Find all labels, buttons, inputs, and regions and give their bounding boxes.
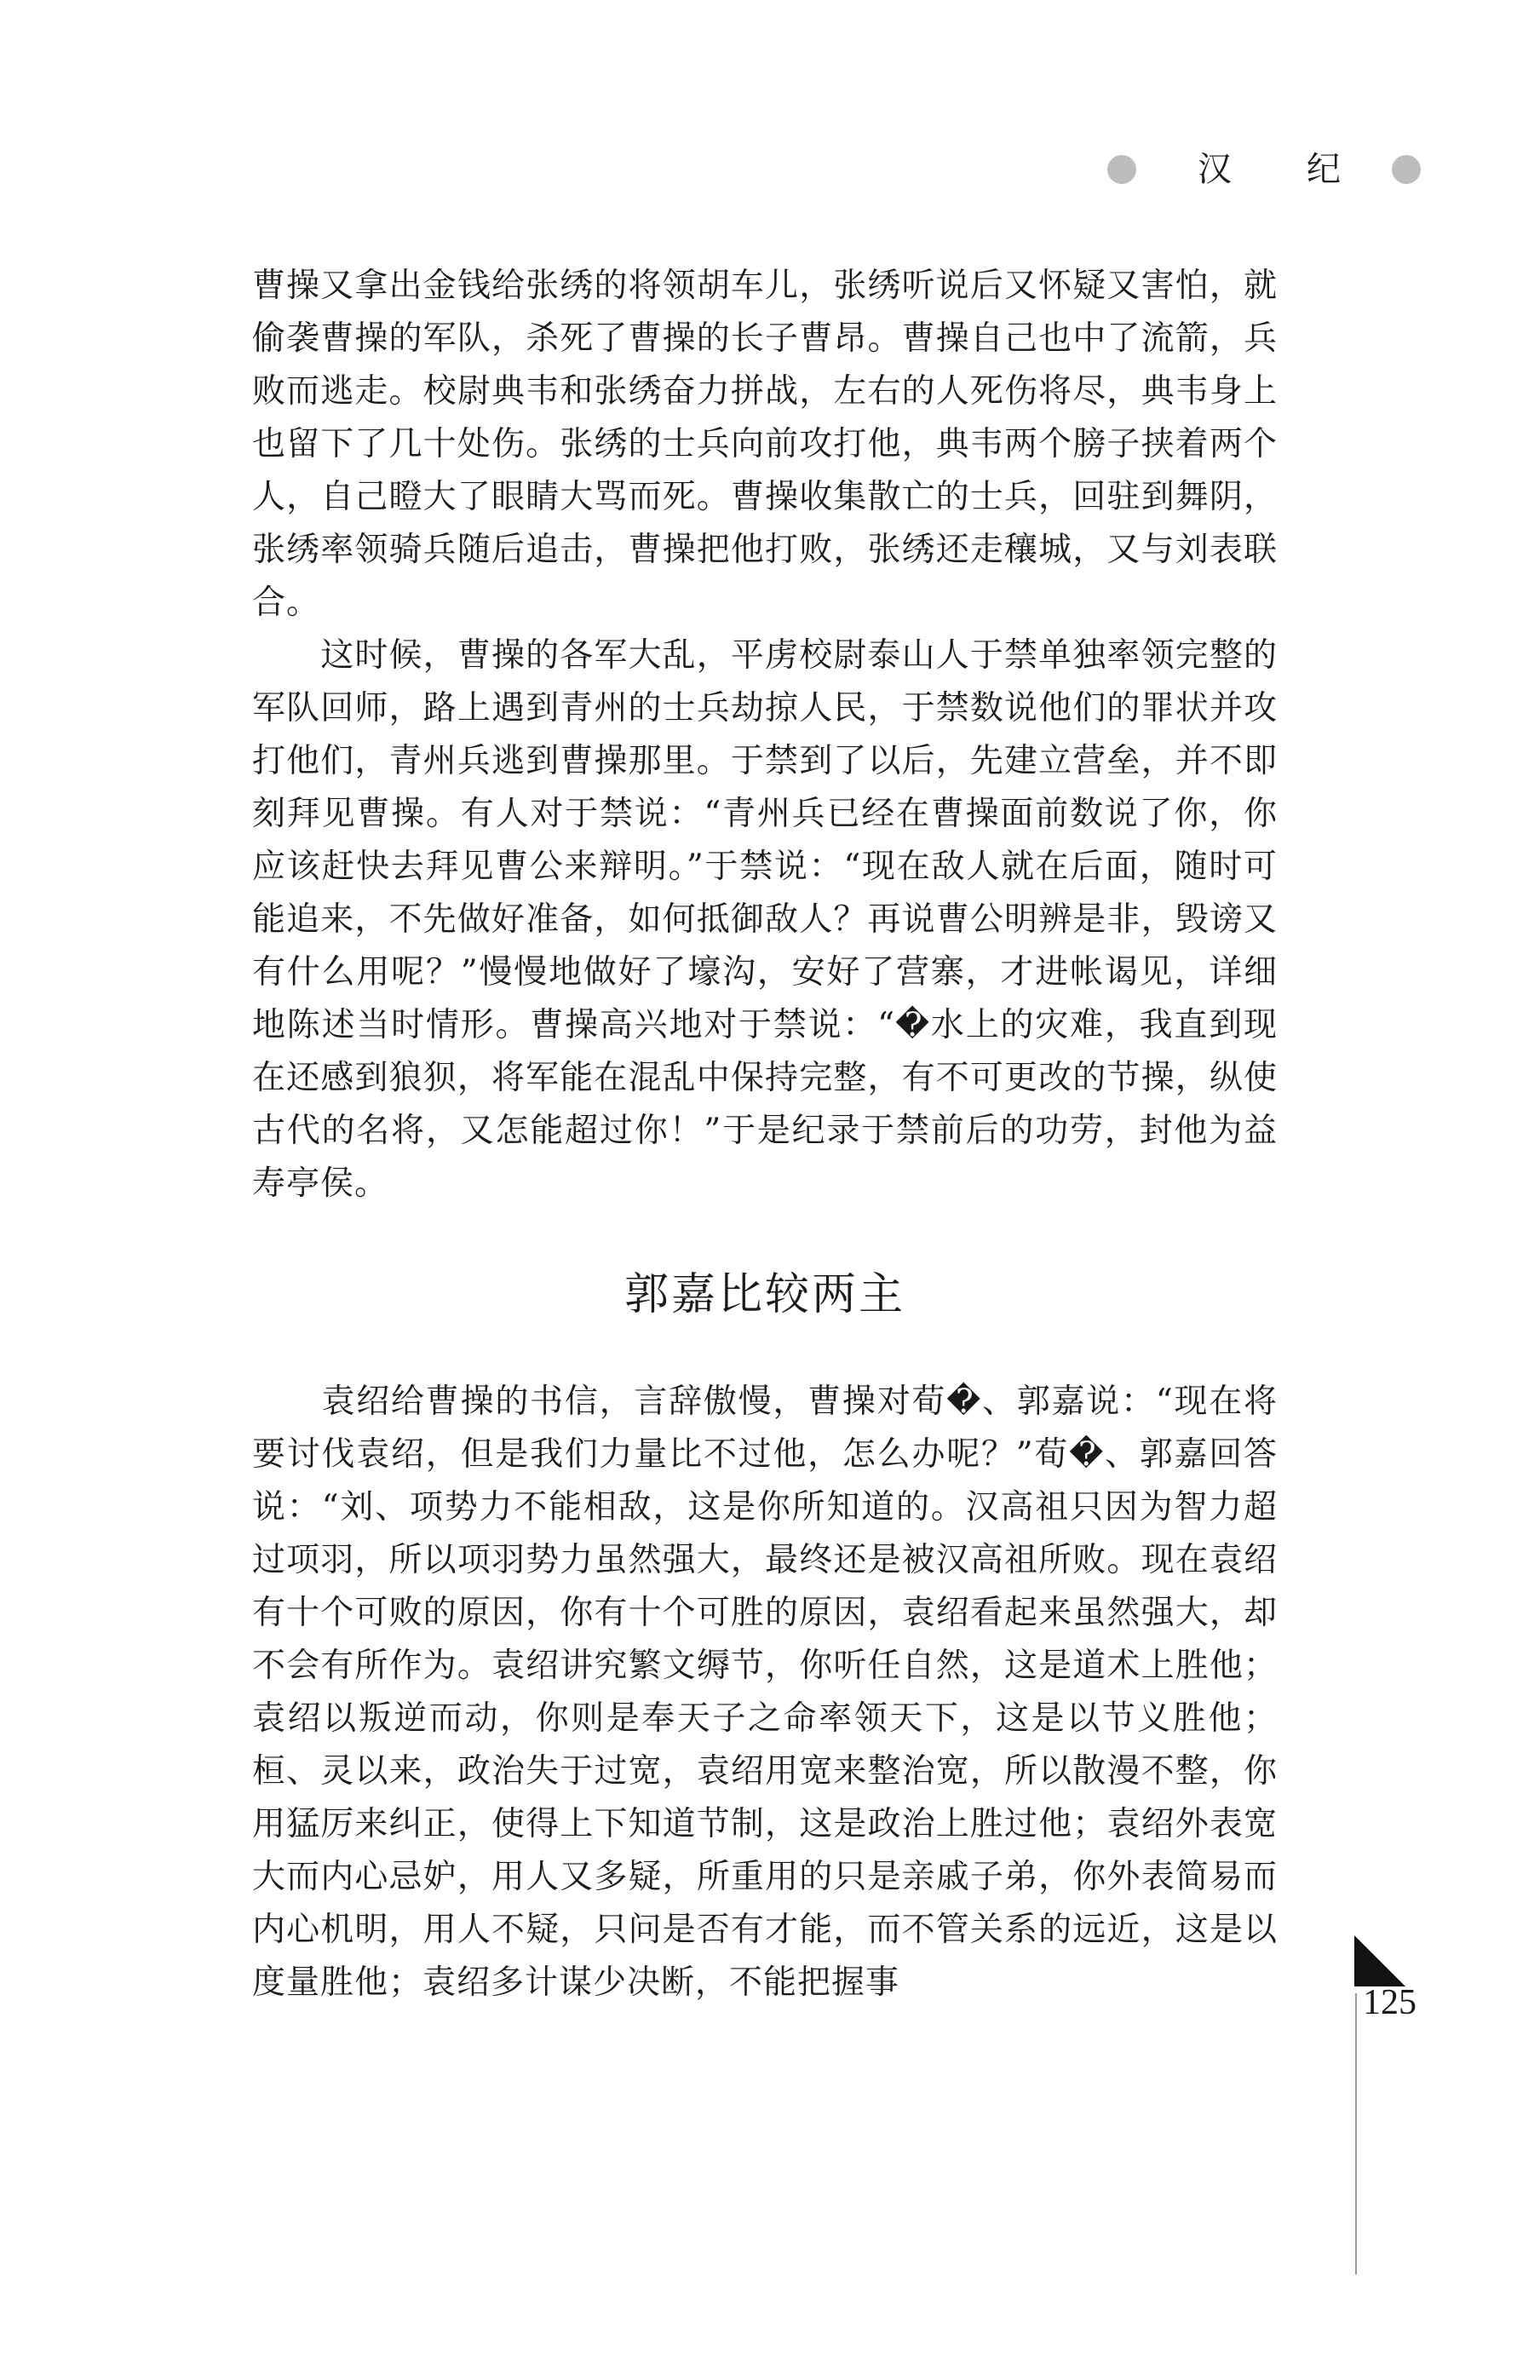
- running-header: [1107, 147, 1431, 194]
- text-block-lower: [252, 1376, 1278, 2009]
- paragraph-3: 袁绍给曹操的书信，言辞傲慢，曹操对荀�、郭嘉说：“现在将要讨伐袁绍，但是我们力量比不过他，怎么办呢？”荀�、郭嘉回答说：“刘、项势力不能相敌，这是你所知道的。汉高祖只因为智力超过项羽，所以项羽势力虽然强大，最终还是被汉高祖所败。现在袁绍有十个可败的原因，你有十个可胜的原因，袁绍看起来虽然强大，却不会有所作为。袁绍讲究繁文缛节，你听任自然，这是道术上胜他；袁绍以叛逆而动，你则是奉天子之命率领天下，这是以节义胜他；桓、灵以来，政治失于过宽，袁绍用宽来整治宽，所以散漫不整，你用猛厉来纠正，使得上下知道节制，这是政治上胜过他；袁绍外表宽大而内心忌妒，用人又多疑，所重用的只是亲戚子弟，你外表简易而内心机明，用人不疑，只问是否有才能，而不管关系的远近，这是以度量胜他；袁绍多计谋少决断，不能把握事: [252, 1383, 1278, 2002]
- paragraph-1: 曹操又拿出金钱给张绣的将领胡车儿，张绣听说后又怀疑又害怕，就偷袭曹操的军队，杀死了曹操的长子曹昂。曹操自己也中了流箭，兵败而逃走。校尉典韦和张绣奋力拼战，左右的人死伤将尽，典韦身上也留下了几十处伤。张绣的士兵向前攻打他，典韦两个膀子挟着两个人，自己瞪大了眼睛大骂而死。曹操收集散亡的士兵，回驻到舞阴，张绣率领骑兵随后追击，曹操把他打败，张绣还走穰城，又与刘表联合。: [252, 267, 1278, 622]
- section-title: 郭嘉比较两主: [623, 1269, 905, 1320]
- paragraph-2: 这时候，曹操的各军大乱，平虏校尉泰山人于禁单独率领完整的军队回师，路上遇到青州的士兵劫掠人民，于禁数说他们的罪状并攻打他们，青州兵逃到曹操那里。于禁到了以后，先建立营垒，并不即刻拜见曹操。有人对于禁说：“青州兵已经在曹操面前数说了你，你应该赶快去拜见曹公来辩明。”于禁说：“现在敌人就在后面，随时可能追来，不先做好准备，如何抵御敌人？再说曹公明辨是非，毁谤又有什么用呢？”慢慢地做好了壕沟，安好了营寨，才进帐谒见，详细地陈述当时情形。曹操高兴地对于禁说：“�水上的灾难，我直到现在还感到狼狈，将军能在混乱中保持完整，有不可更改的节操，纵使古代的名将，又怎能超过你！”于是纪录于禁前后的功劳，封他为益寿亭侯。: [252, 636, 1278, 1203]
- side-rule: [1355, 1993, 1357, 2274]
- header-dot-left-icon: [1107, 155, 1136, 184]
- page-number: 125: [1363, 1983, 1416, 2022]
- page-corner-triangle-icon: [1354, 1935, 1405, 1986]
- running-title-char-2: 纪: [1307, 150, 1341, 189]
- running-title-char-1: 汉: [1198, 150, 1232, 189]
- text-block-upper: [252, 260, 1278, 1210]
- header-dot-right-icon: [1392, 155, 1421, 184]
